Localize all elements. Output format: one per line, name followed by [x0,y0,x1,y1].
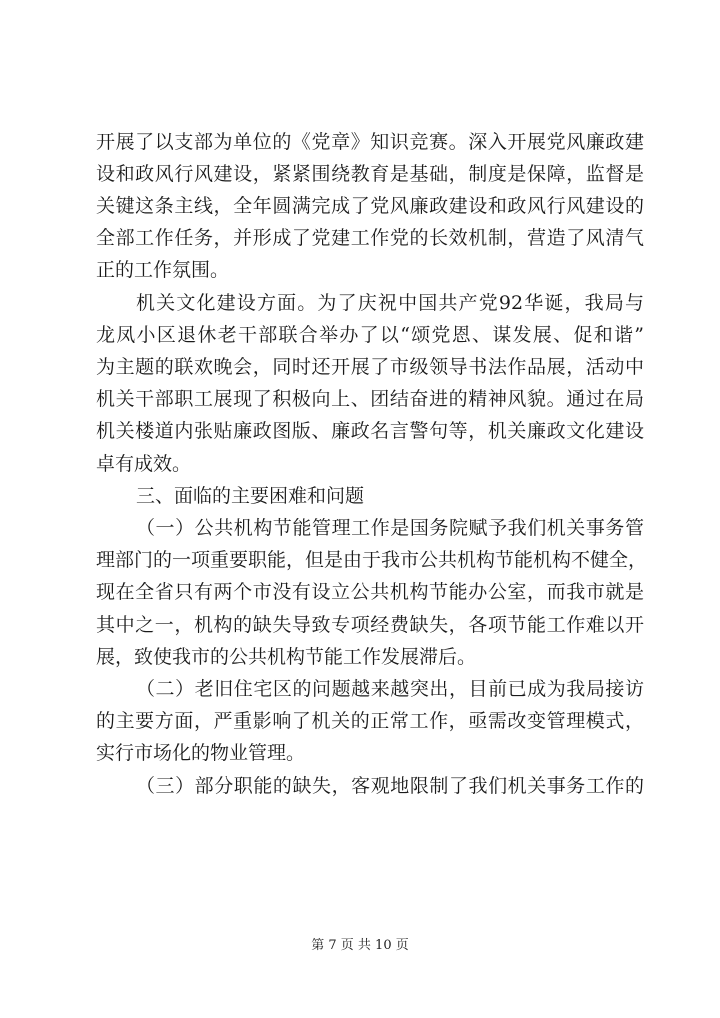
paragraph-line: 正的工作氛围。 [96,259,230,281]
paragraph-line: 开展了以支部为单位的《党章》知识竞赛。深入开展党风廉政建 [96,131,644,153]
page-number: 第 7 页 共 10 页 [311,938,409,953]
paragraph-line: （三）部分职能的缺失，客观地限制了我们机关事务工作的 [136,775,644,797]
paragraph-line: 关键这条主线，全年圆满完成了党风廉政建设和政风行风建设的 [96,195,644,217]
paragraph-line: 卓有成效。 [96,453,192,475]
paragraph-line: 其中之一，机构的缺失导致专项经费缺失，各项节能工作难以开 [96,614,644,636]
paragraph-line: 机关干部职工展现了积极向上、团结奋进的精神风貌。通过在局 [96,388,644,410]
paragraph-line: 机关楼道内张贴廉政图版、廉政名言警句等，机关廉政文化建设 [96,420,644,442]
paragraph-line: 为主题的联欢晚会，同时还开展了市级领导书法作品展，活动中 [96,356,644,378]
paragraph-line: 龙凤小区退休老干部联合举办了以“颂党恩、谋发展、促和谐” [96,324,644,346]
paragraph-line: 的主要方面，严重影响了机关的正常工作，亟需改变管理模式， [96,710,644,732]
paragraph-line: （二）老旧住宅区的问题越来越突出，目前已成为我局接访 [136,678,644,700]
paragraph-line: 理部门的一项重要职能，但是由于我市公共机构节能机构不健全， [96,549,648,571]
paragraph-line: （一）公共机构节能管理工作是国务院赋予我们机关事务管 [136,517,644,539]
paragraph-line: 机关文化建设方面。为了庆祝中国共产党92华诞，我局与 [136,292,644,314]
section-heading: 三、面临的主要困难和问题 [136,485,365,507]
paragraph-line: 展，致使我市的公共机构节能工作发展滞后。 [96,646,477,668]
paragraph-line: 设和政风行风建设，紧紧围绕教育是基础，制度是保障，监督是 [96,163,644,185]
paragraph-line: 现在全省只有两个市没有设立公共机构节能办公室，而我市就是 [96,581,644,603]
paragraph-line: 全部工作任务，并形成了党建工作党的长效机制，营造了风清气 [96,227,644,249]
paragraph-line: 实行市场化的物业管理。 [96,742,306,764]
